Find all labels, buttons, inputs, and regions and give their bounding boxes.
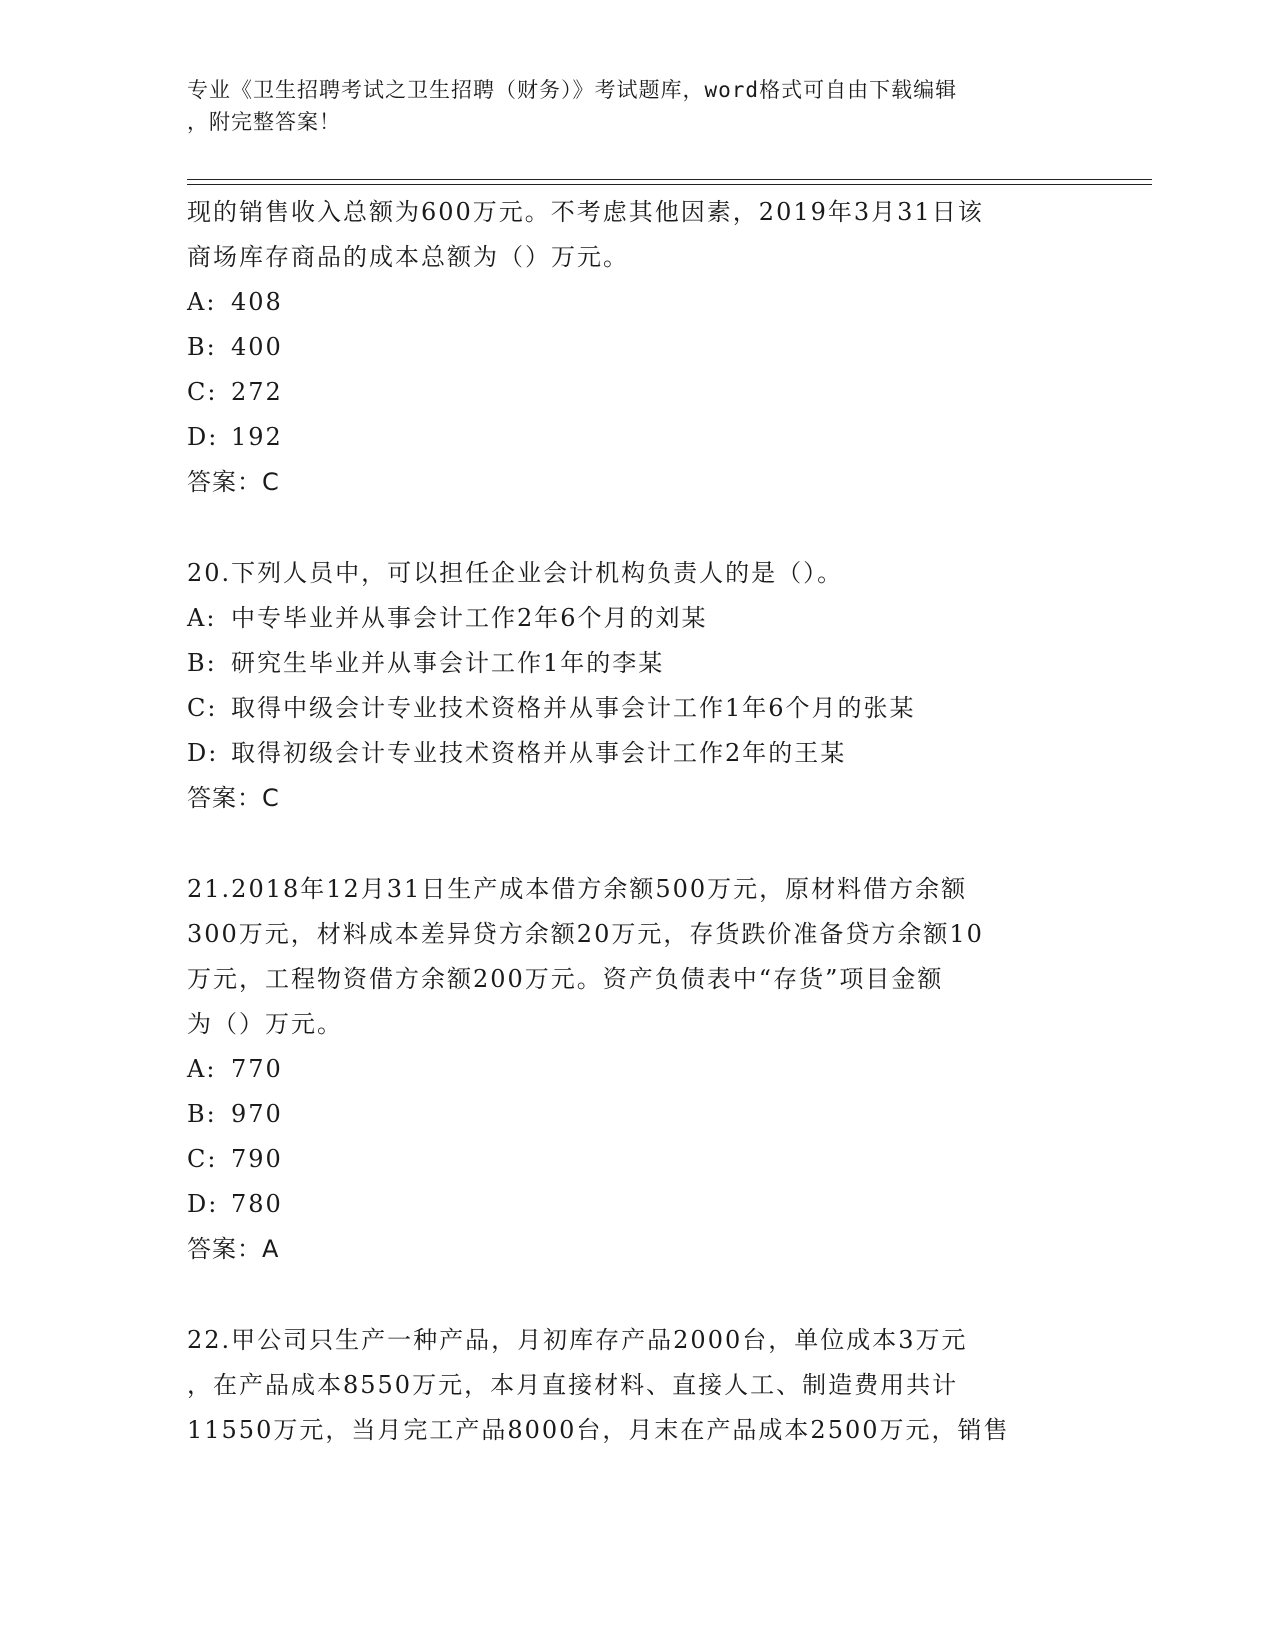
option-letter: C: (187, 694, 218, 722)
option-d (187, 731, 1087, 776)
option-text: 408 (231, 288, 283, 316)
option-text: 400 (231, 333, 283, 361)
header-divider-bottom (187, 184, 1152, 185)
header-line-2: ，附完整答案！ (187, 110, 341, 134)
question-stem-line: 万元，工程物资借方余额200万元。资产负债表中“存货”项目金额 (187, 965, 944, 993)
option-d (187, 415, 1087, 460)
question-stem-line: 现的销售收入总额为600万元。不考虑其他因素，2019年3月31日该 (187, 198, 984, 226)
option-letter: B: (187, 333, 217, 361)
option-letter: D: (187, 1190, 219, 1218)
option-b (187, 641, 1087, 686)
option-letter: C: (187, 378, 218, 406)
header-line-1: 专业《卫生招聘考试之卫生招聘（财务）》考试题库，word格式可自由下载编辑 (187, 78, 958, 102)
option-letter: C: (187, 1145, 218, 1173)
option-text: 770 (231, 1055, 283, 1083)
question-20 (187, 551, 1087, 821)
option-text: 780 (231, 1190, 283, 1218)
question-stem-line: 21.2018年12月31日生产成本借方余额500万元，原材料借方余额 (187, 875, 968, 903)
option-c (187, 370, 1087, 415)
option-text: 取得初级会计专业技术资格并从事会计工作2年的王某 (231, 739, 847, 767)
option-letter: D: (187, 423, 219, 451)
question-spacer (187, 821, 1087, 867)
option-a (187, 1047, 1087, 1092)
answer-line: 答案：A (187, 1235, 280, 1263)
option-text: 取得中级会计专业技术资格并从事会计工作1年6个月的张某 (231, 694, 916, 722)
question-stem-line: 22.甲公司只生产一种产品，月初库存产品2000台，单位成本3万元 (187, 1326, 968, 1354)
option-c (187, 1137, 1087, 1182)
option-c (187, 686, 1087, 731)
question-21 (187, 867, 1087, 1272)
answer-line: 答案：C (187, 468, 280, 496)
question-stem-line: 300万元，材料成本差异贷方余额20万元，存货跌价准备贷方余额10 (187, 920, 984, 948)
option-text: 研究生毕业并从事会计工作1年的李某 (231, 649, 665, 677)
question-stem-line: 20.下列人员中，可以担任企业会计机构负责人的是（）。 (187, 559, 844, 587)
option-text: 中专毕业并从事会计工作2年6个月的刘某 (231, 604, 708, 632)
option-letter: B: (187, 1100, 217, 1128)
question-spacer (187, 505, 1087, 551)
question-stem-line: 为（）万元。 (187, 1010, 343, 1038)
document-header (187, 74, 1067, 138)
question-22 (187, 1318, 1087, 1453)
option-letter: A: (187, 604, 217, 632)
option-a (187, 280, 1087, 325)
option-letter: A: (187, 1055, 217, 1083)
question-19 (187, 190, 1087, 505)
option-d (187, 1182, 1087, 1227)
question-content (187, 190, 1087, 1453)
question-stem-line: 商场库存商品的成本总额为（）万元。 (187, 243, 629, 271)
option-letter: D: (187, 739, 219, 767)
option-text: 970 (231, 1100, 283, 1128)
option-b (187, 325, 1087, 370)
option-text: 192 (231, 423, 283, 451)
option-a (187, 596, 1087, 641)
header-divider-top (187, 179, 1152, 180)
option-letter: B: (187, 649, 217, 677)
option-text: 272 (231, 378, 283, 406)
question-stem-line: ，在产品成本8550万元，本月直接材料、直接人工、制造费用共计 (187, 1371, 959, 1399)
question-spacer (187, 1272, 1087, 1318)
option-letter: A: (187, 288, 217, 316)
option-text: 790 (231, 1145, 283, 1173)
answer-line: 答案：C (187, 784, 280, 812)
option-b (187, 1092, 1087, 1137)
question-stem-line: 11550万元，当月完工产品8000台，月末在产品成本2500万元，销售 (187, 1416, 1010, 1444)
